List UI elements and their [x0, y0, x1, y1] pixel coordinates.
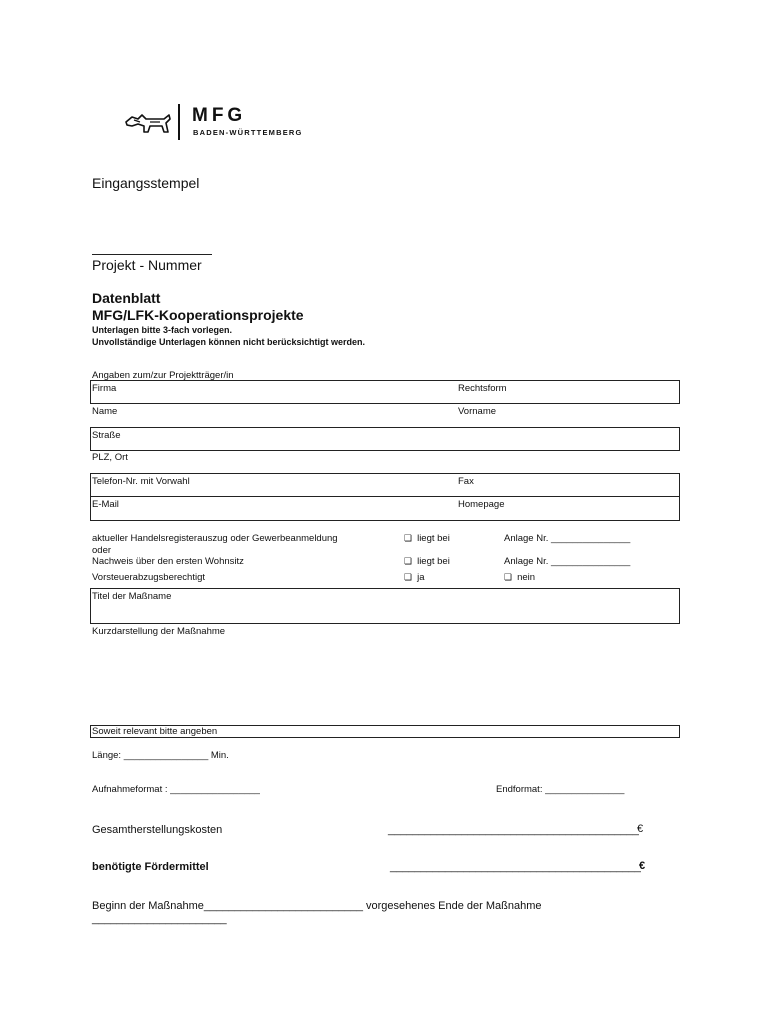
vorsteuer-ja-checkbox[interactable]: ❏ ja	[404, 572, 424, 583]
endformat-field[interactable]: Endformat: _______________	[496, 784, 625, 795]
wohnsitz-liegt-bei-checkbox[interactable]: ❏ liegt bei	[404, 556, 450, 567]
projekt-nummer-line	[92, 254, 212, 255]
gesamtkosten-label: Gesamtherstellungskosten	[92, 824, 223, 836]
fax-label: Fax	[458, 476, 474, 487]
handelsreg-oder: oder	[92, 545, 112, 556]
homepage-label: Homepage	[458, 499, 505, 510]
aufnahmeformat-field[interactable]: Aufnahmeformat : _________________	[92, 784, 260, 795]
firma-box[interactable]	[90, 380, 680, 404]
logo-region: BADEN-WÜRTTEMBERG	[193, 128, 303, 137]
projekt-nummer-label: Projekt - Nummer	[92, 257, 202, 273]
ende-line[interactable]: ______________________	[92, 913, 227, 925]
note-unvollstaendig: Unvollständige Unterlagen können nicht berücksichtigt werden.	[92, 337, 366, 347]
titel-massnahme-box[interactable]	[90, 588, 680, 624]
foerdermittel-label: benötigte Fördermittel	[92, 861, 209, 873]
laenge-field[interactable]: Länge: ________________ Min.	[92, 750, 229, 761]
strasse-box[interactable]	[90, 427, 680, 451]
beginn-field[interactable]: Beginn der Maßnahme__________________________	[92, 900, 363, 912]
gesamtkosten-currency: €	[637, 823, 644, 835]
titel-massnahme-label: Titel der Maßname	[92, 591, 172, 602]
name-label: Name	[92, 406, 118, 417]
title-kooperationsprojekte: MFG/LFK-Kooperationsprojekte	[92, 307, 304, 323]
ende-label: vorgesehenes Ende der Maßnahme	[366, 900, 542, 912]
section-projekttraeger: Angaben zum/zur Projektträger/in	[92, 370, 234, 381]
foerdermittel-currency: €	[639, 860, 646, 872]
wohnsitz-anlage[interactable]: Anlage Nr. _______________	[504, 556, 631, 567]
note-3fach: Unterlagen bitte 3-fach vorlegen.	[92, 325, 233, 335]
lion-icon	[124, 110, 172, 136]
vorname-label: Vorname	[458, 406, 497, 417]
logo-divider	[178, 104, 180, 140]
kurzdarstellung-label: Kurzdarstellung der Maßnahme	[92, 626, 226, 637]
foerdermittel-line[interactable]: _________________________________________	[390, 861, 641, 873]
plz-ort-label: PLZ, Ort	[92, 452, 128, 463]
handelsreg-liegt-bei-checkbox[interactable]: ❏ liegt bei	[404, 533, 450, 544]
strasse-label: Straße	[92, 430, 121, 441]
soweit-relevant-label: Soweit relevant bitte angeben	[92, 726, 218, 737]
email-label: E-Mail	[92, 499, 119, 510]
vorsteuer-nein-checkbox[interactable]: ❏ nein	[504, 572, 535, 583]
handelsreg-anlage[interactable]: Anlage Nr. _______________	[504, 533, 631, 544]
wohnsitz-label: Nachweis über den ersten Wohnsitz	[92, 556, 244, 567]
rechtsform-label: Rechtsform	[458, 383, 507, 394]
vorsteuer-label: Vorsteuerabzugsberechtigt	[92, 572, 206, 583]
title-datenblatt: Datenblatt	[92, 290, 161, 306]
firma-label: Firma	[92, 383, 117, 394]
logo-name: MFG	[192, 105, 247, 126]
kontakt-divider	[90, 496, 680, 497]
handelsreg-label: aktueller Handelsregisterauszug oder Gewerbeanmeldung	[92, 533, 338, 544]
logo	[124, 104, 314, 140]
gesamtkosten-line[interactable]: _________________________________________	[388, 824, 639, 836]
eingangsstempel: Eingangsstempel	[92, 175, 200, 191]
telefon-label: Telefon-Nr. mit Vorwahl	[92, 476, 190, 487]
